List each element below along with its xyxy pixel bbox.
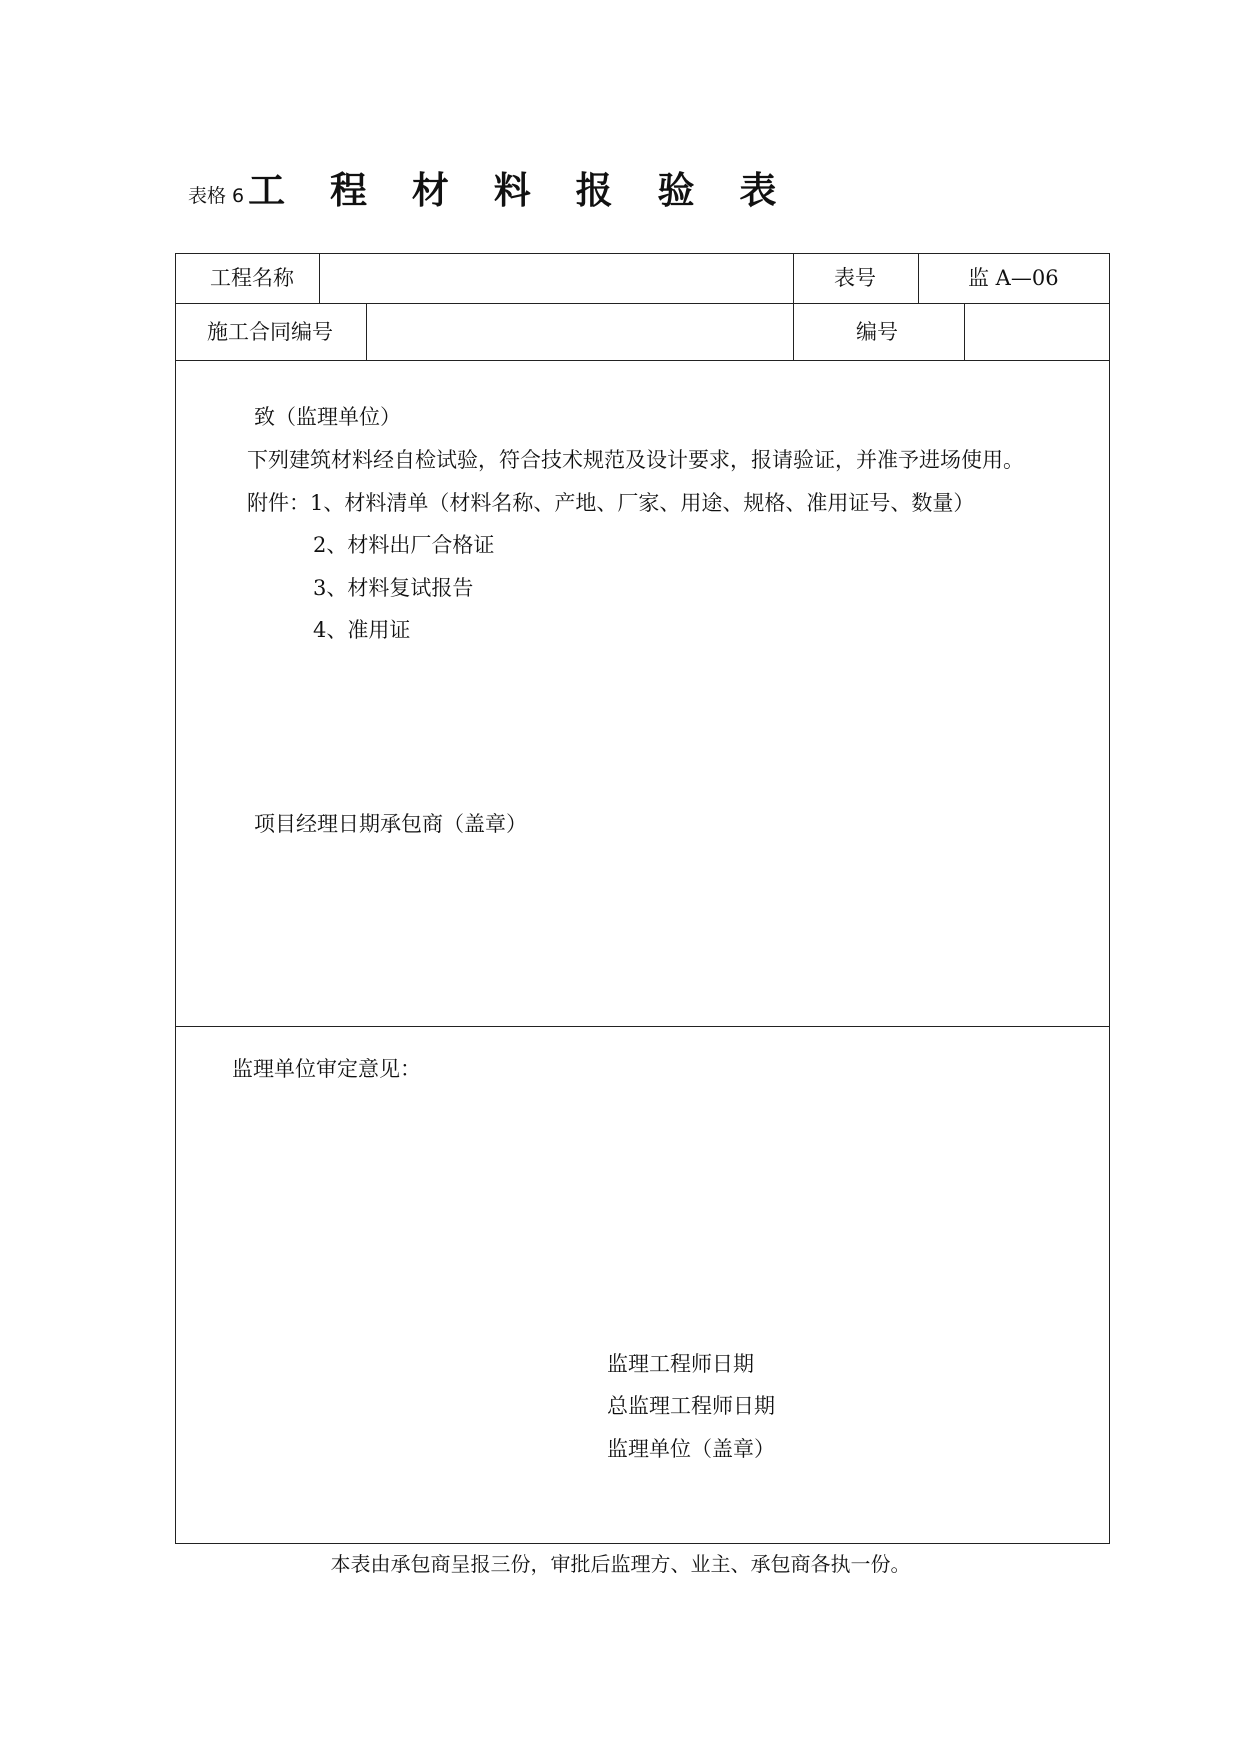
form-table bbox=[175, 253, 1110, 1544]
addressee-line: 致（监理单位） bbox=[254, 405, 401, 429]
engineer-signature-line: 监理工程师日期 bbox=[607, 1352, 754, 1376]
attachment-item: 2、材料出厂合格证 bbox=[313, 533, 495, 557]
supervision-unit-seal-line: 监理单位（盖章） bbox=[607, 1437, 775, 1461]
form-title bbox=[188, 162, 792, 214]
form-number-prefix: 表格 6 bbox=[188, 185, 245, 207]
cell-divider bbox=[319, 254, 320, 303]
form-no-label: 表号 bbox=[834, 266, 876, 290]
project-name-label: 工程名称 bbox=[210, 266, 294, 290]
section-divider bbox=[176, 1026, 1109, 1027]
review-opinion-label: 监理单位审定意见： bbox=[232, 1057, 421, 1081]
footer-note: 本表由承包商呈报三份，审批后监理方、业主、承包商各执一份。 bbox=[330, 1552, 911, 1576]
statement-line: 下列建筑材料经自检试验，符合技术规范及设计要求，报请验证，并准予进场使用。 bbox=[247, 448, 1024, 472]
attachment-item: 3、材料复试报告 bbox=[313, 576, 474, 600]
cell-divider bbox=[793, 254, 794, 360]
attachments-intro: 附件：1、材料清单（材料名称、产地、厂家、用途、规格、准用证号、数量） bbox=[247, 491, 975, 515]
serial-no-label: 编号 bbox=[856, 320, 898, 344]
form-no-value: 监 A—06 bbox=[968, 266, 1059, 290]
cell-divider bbox=[964, 303, 965, 360]
row-divider bbox=[176, 360, 1109, 361]
chief-engineer-signature-line: 总监理工程师日期 bbox=[607, 1394, 775, 1418]
cell-divider bbox=[918, 254, 919, 303]
row-divider bbox=[176, 303, 1109, 304]
cell-divider bbox=[366, 303, 367, 360]
page-title: 工 程 材 料 报 验 表 bbox=[248, 169, 793, 212]
attachment-item: 4、准用证 bbox=[313, 618, 411, 642]
contractor-signature-line: 项目经理日期承包商（盖章） bbox=[254, 812, 527, 836]
contract-no-label: 施工合同编号 bbox=[207, 320, 333, 344]
